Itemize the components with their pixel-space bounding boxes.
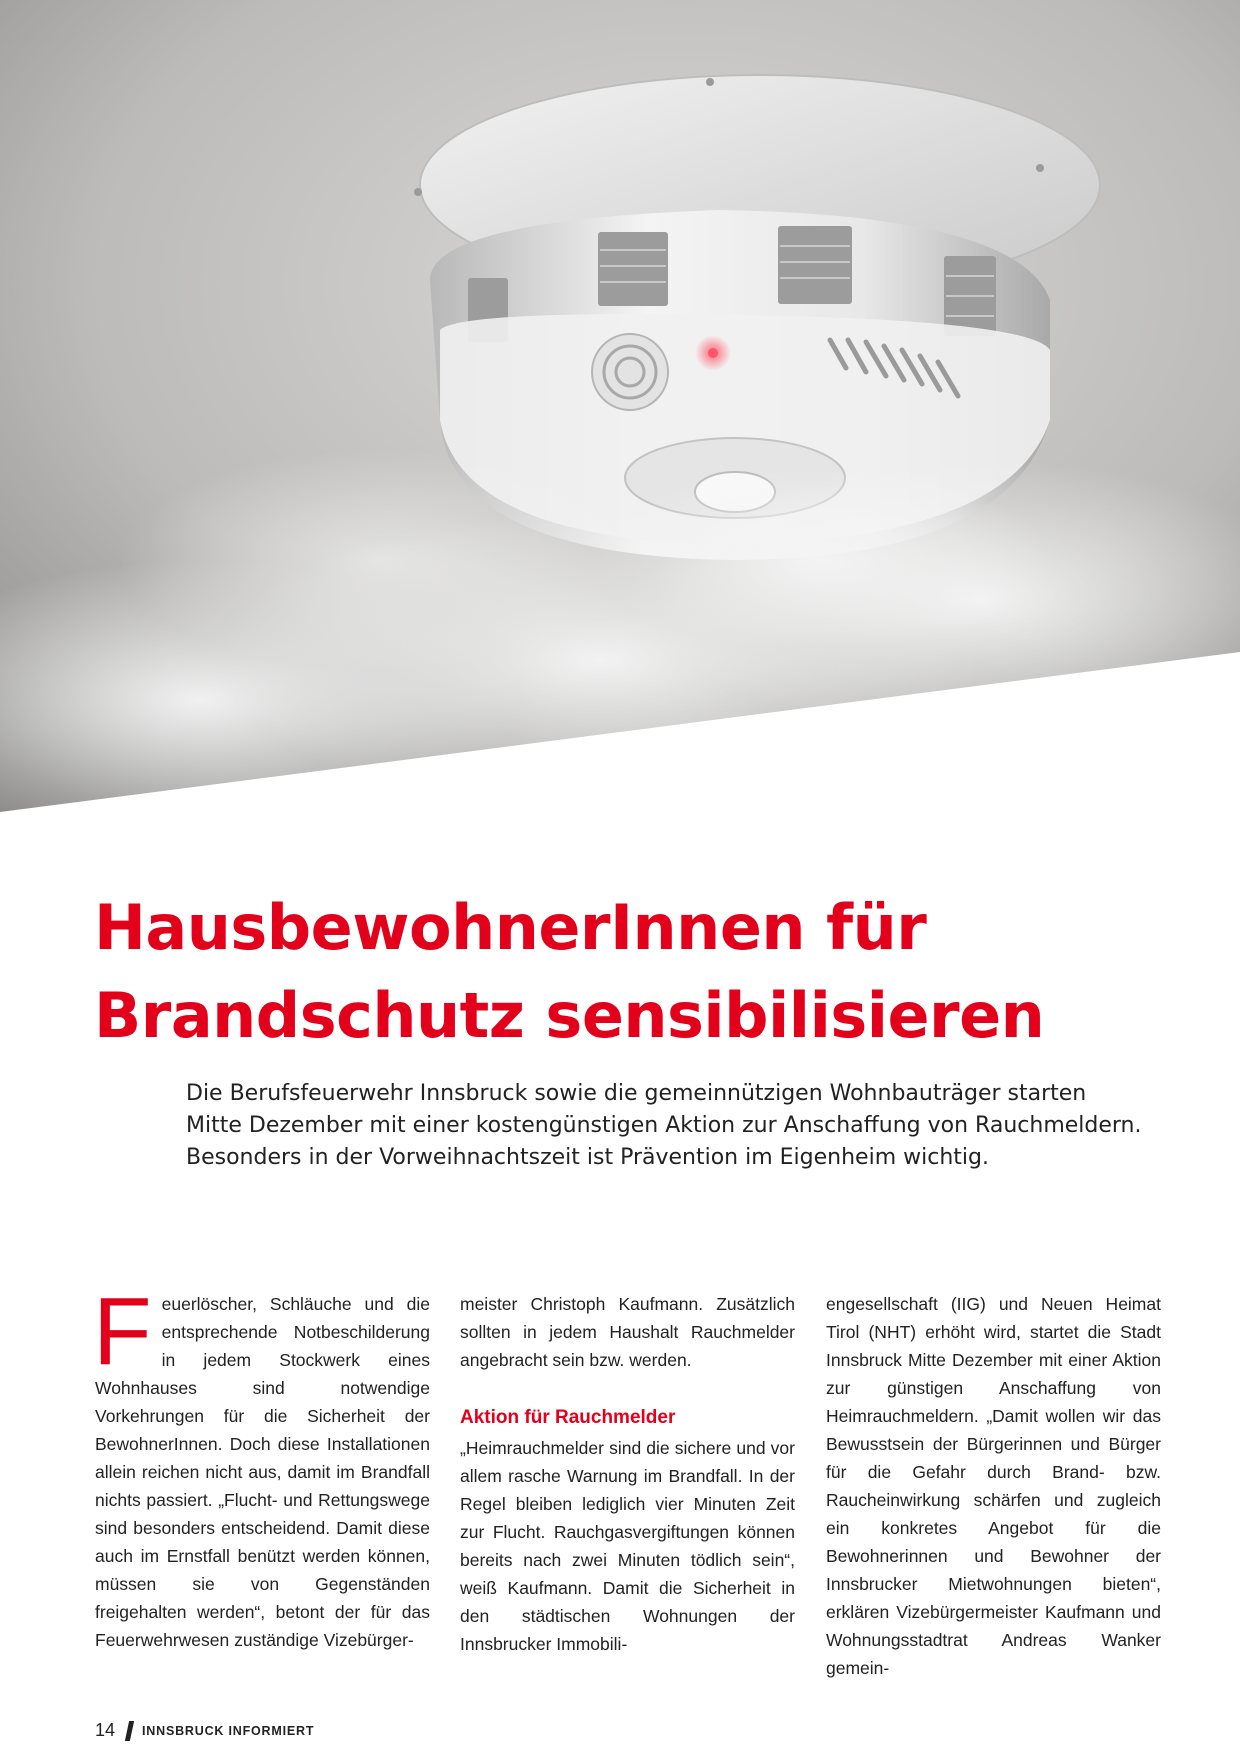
article-column-1 (93, 1278, 430, 1654)
page-number: 14 (95, 1720, 116, 1740)
column-1-text: euerlöscher, Schläuche und die entsprechende Notbeschilderung in jedem Stockwerk eines Wohnhauses sind notwendige Vorkehrungen für die Sicherheit der BewohnerInnen. Doch diese Installationen allein reichen nicht aus, damit im Brandfall nichts passiert. „Flucht- und Rettungswege sind besonders entscheidend. Damit diese auch im Ernstfall benützt werden können, müssen sie von Gegenständen freigehalten werden“, betont der für das Feuerwehrwesen zuständige Vizebürger- (95, 1294, 430, 1650)
article-column-2 (460, 1290, 795, 1658)
article-headline (94, 884, 1194, 1060)
headline-line-2: Brandschutz sensibilisieren (94, 979, 1045, 1052)
article-column-3 (826, 1290, 1161, 1682)
headline-line-1: HausbewohnerInnen für (94, 891, 927, 964)
smoke-detector-icon (0, 0, 1240, 812)
dropcap: F (93, 1278, 152, 1385)
article-lead (186, 1078, 1176, 1174)
lead-line-3: Besonders in der Vorweihnachtszeit ist Prävention im Eigenheim wichtig. (186, 1145, 989, 1170)
column-2-text-2: „Heimrauchmelder sind die sichere und vor allem rasche Warnung im Brandfall. In der Regel bleiben lediglich vier Minuten Zeit zur Flucht. Rauchgasvergiftungen können bereits nach zwei Minuten tödlich sein“, weiß Kaufmann. Damit die Sicherheit in den städtischen Wohnungen der Innsbrucker Immobili- (460, 1438, 795, 1654)
publication-name: INNSBRUCK INFORMIERT (142, 1723, 315, 1738)
hero-image (0, 0, 1240, 812)
lead-line-2: Mitte Dezember mit einer kostengünstigen Aktion zur Anschaffung von Rauchmeldern. (186, 1113, 1142, 1138)
column-2-text-1: meister Christoph Kaufmann. Zusätzlich sollten in jedem Haushalt Rauchmelder angebracht sein bzw. werden. (460, 1294, 795, 1370)
page-footer (95, 1720, 314, 1741)
column-3-text: engesellschaft (IIG) und Neuen Heimat Tirol (NHT) erhöht wird, startet die Stadt Innsbruck Mitte Dezember mit einer Aktion zur günstigen Anschaffung von Heimrauchmeldern. „Damit wollen wir das Bewusstsein der Bürgerinnen und Bürger für die Gefahr durch Brand- bzw. Raucheinwirkung schärfen und zugleich ein konkretes Angebot für die Bewohnerinnen und Bewohner der Innsbrucker Mietwohnungen bieten“, erklären Vizebürgermeister Kaufmann und Wohnungsstadtrat Andreas Wanker gemein- (826, 1294, 1161, 1678)
subheading: Aktion für Rauchmelder (460, 1407, 676, 1428)
lead-line-1: Die Berufsfeuerwehr Innsbruck sowie die gemeinnützigen Wohnbauträger starten (186, 1081, 1087, 1106)
separator-mark (125, 1721, 134, 1741)
